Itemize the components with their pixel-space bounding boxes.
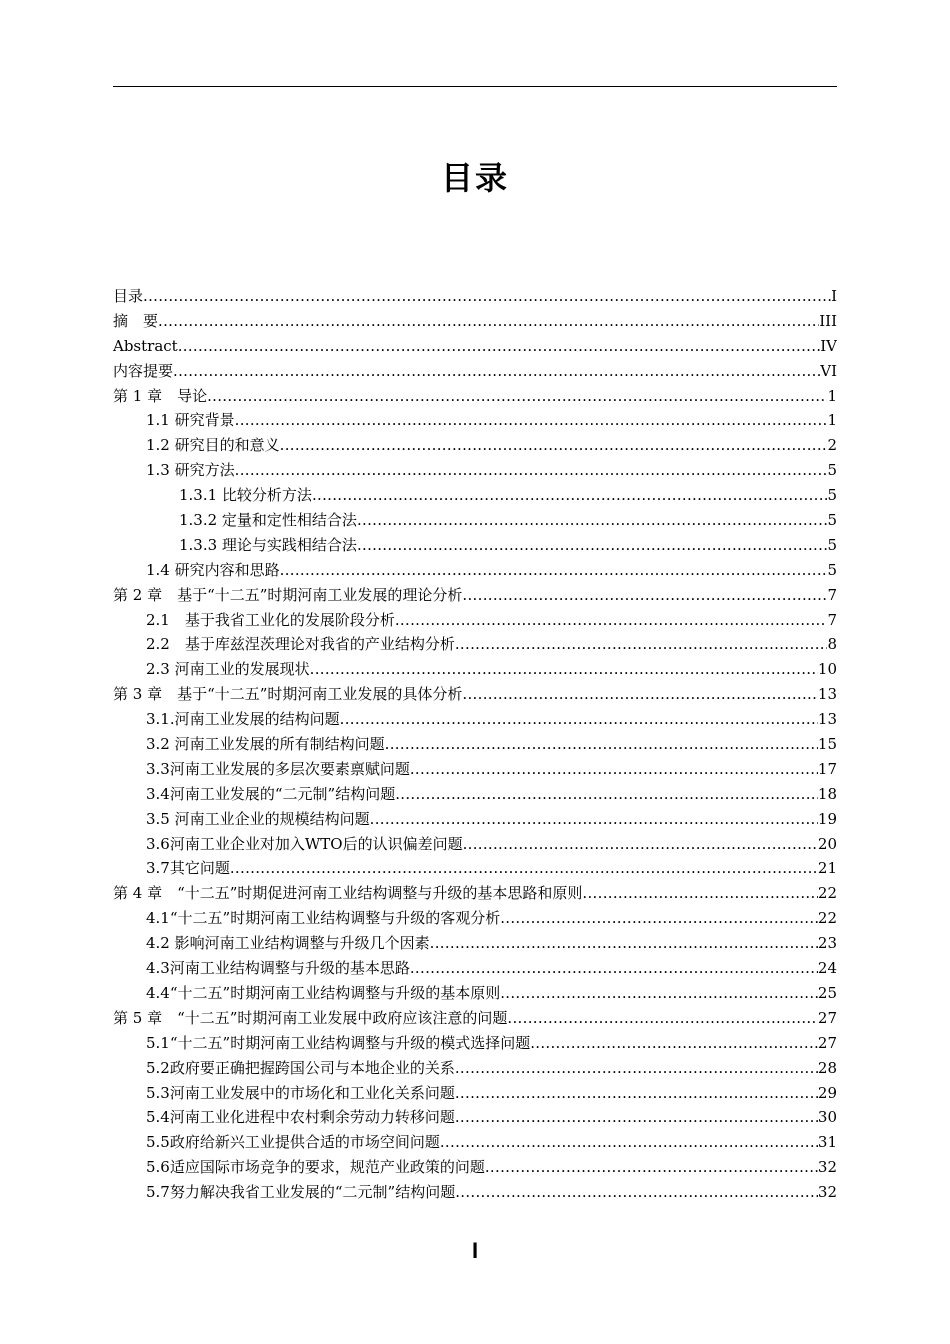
toc-dot-leader [173, 359, 820, 384]
toc-dot-leader [455, 1180, 818, 1205]
toc-dot-leader [280, 558, 828, 583]
toc-entry-label: 4.4“十二五”时期河南工业结构调整与升级的基本原则 [146, 983, 501, 1002]
toc-entry-label: 1.4 研究内容和思路 [146, 560, 280, 579]
toc-dot-leader [485, 1155, 818, 1180]
toc-entry[interactable] [113, 433, 837, 458]
toc-entry[interactable] [113, 757, 837, 782]
toc-entry-label: 1.3.2 定量和定性相结合法 [179, 511, 357, 530]
toc-entry-label: 2.3 河南工业的发展现状 [146, 660, 310, 679]
toc-entry-page: 1 [827, 411, 837, 430]
toc-entry[interactable] [113, 1180, 837, 1205]
toc-entry[interactable] [113, 931, 837, 956]
toc-entry-page: 13 [817, 710, 837, 729]
toc-dot-leader [455, 1105, 818, 1130]
toc-entry[interactable] [113, 1155, 837, 1180]
toc-dot-leader [178, 334, 821, 359]
toc-entry-label: 2.1 基于我省工业化的发展阶段分析 [146, 610, 395, 629]
toc-entry[interactable] [113, 458, 837, 483]
toc-dot-leader [395, 782, 818, 807]
toc-entry[interactable] [113, 807, 837, 832]
toc-entry[interactable] [113, 1081, 837, 1106]
toc-entry-page: 20 [817, 834, 837, 853]
toc-entry[interactable] [113, 583, 837, 608]
header-rule [113, 86, 837, 87]
toc-entry[interactable] [113, 533, 837, 558]
toc-dot-leader [310, 657, 818, 682]
toc-dot-leader [143, 284, 831, 309]
toc-entry-label: 5.4河南工业化进程中农村剩余劳动力转移问题 [146, 1108, 455, 1127]
toc-entry-label: 4.1“十二五”时期河南工业结构调整与升级的客观分析 [146, 909, 501, 928]
toc-dot-leader [440, 1130, 818, 1155]
toc-entry-page: 29 [817, 1083, 837, 1102]
toc-entry-page: 13 [817, 685, 837, 704]
toc-entry[interactable] [113, 558, 837, 583]
toc-entry-label: 内容提要 [113, 361, 174, 380]
toc-dot-leader [462, 682, 817, 707]
table-of-contents [113, 284, 837, 1205]
toc-entry-label: 摘 要 [113, 311, 159, 330]
toc-entry[interactable] [113, 657, 837, 682]
toc-entry[interactable] [113, 632, 837, 657]
toc-dot-leader [235, 408, 828, 433]
toc-dot-leader [357, 533, 828, 558]
toc-entry[interactable] [113, 732, 837, 757]
toc-entry[interactable] [113, 1130, 837, 1155]
toc-entry-page: 27 [817, 1008, 837, 1027]
toc-entry[interactable] [113, 981, 837, 1006]
toc-entry-page: 5 [827, 486, 837, 505]
toc-entry-page: IV [820, 336, 837, 355]
toc-entry[interactable] [113, 1056, 837, 1081]
toc-entry[interactable] [113, 359, 837, 384]
toc-entry-page: 31 [817, 1133, 837, 1152]
toc-entry[interactable] [113, 408, 837, 433]
toc-entry-page: 2 [827, 436, 837, 455]
toc-entry[interactable] [113, 508, 837, 533]
toc-entry-page: 7 [827, 610, 837, 629]
toc-entry-label: 5.7努力解决我省工业发展的“二元制”结构问题 [146, 1183, 456, 1202]
page-title: 目录 [440, 159, 509, 197]
toc-entry-page: 30 [817, 1108, 837, 1127]
toc-entry-label: 第 3 章 基于“十二五”时期河南工业发展的具体分析 [113, 685, 463, 704]
toc-entry-page: 1 [827, 386, 837, 405]
toc-entry-page: 23 [817, 934, 837, 953]
toc-entry[interactable] [113, 707, 837, 732]
toc-entry-label: 1.2 研究目的和意义 [146, 436, 280, 455]
toc-dot-leader [340, 707, 818, 732]
toc-entry[interactable] [113, 856, 837, 881]
toc-entry[interactable] [113, 1031, 837, 1056]
toc-entry-label: 第 1 章 导论 [113, 386, 208, 405]
toc-entry[interactable] [113, 956, 837, 981]
toc-entry-page: VI [820, 361, 837, 380]
toc-entry-page: 5 [827, 535, 837, 554]
toc-entry-label: 5.5政府给新兴工业提供合适的市场空间问题 [146, 1133, 440, 1152]
toc-entry-page: 24 [817, 959, 837, 978]
toc-entry-page: 5 [827, 560, 837, 579]
toc-dot-leader [395, 608, 828, 633]
toc-dot-leader [500, 981, 818, 1006]
toc-dot-leader [500, 906, 818, 931]
toc-entry-label: 5.2政府要正确把握跨国公司与本地企业的关系 [146, 1058, 455, 1077]
toc-entry-label: 4.2 影响河南工业结构调整与升级几个因素 [146, 934, 430, 953]
toc-entry-label: 1.3 研究方法 [146, 461, 235, 480]
toc-entry-label: 第 5 章 “十二五”时期河南工业发展中政府应该注意的问题 [113, 1008, 508, 1027]
toc-entry-label: 3.7其它问题 [146, 859, 230, 878]
toc-entry-label: 第 4 章 “十二五”时期促进河南工业结构调整与升级的基本思路和原则 [113, 884, 583, 903]
toc-entry-page: 7 [827, 585, 837, 604]
toc-dot-leader [463, 832, 818, 857]
toc-entry-page: 15 [817, 735, 837, 754]
toc-entry-page: I [831, 287, 837, 305]
toc-entry[interactable] [113, 682, 837, 707]
toc-entry-page: 19 [817, 809, 837, 828]
toc-entry-page: 32 [817, 1183, 837, 1202]
toc-entry-page: 25 [817, 983, 837, 1002]
toc-dot-leader [357, 508, 828, 533]
toc-dot-leader [312, 483, 828, 508]
toc-entry[interactable] [113, 906, 837, 931]
toc-entry-label: 3.1.河南工业发展的结构问题 [146, 710, 340, 729]
toc-dot-leader [230, 856, 818, 881]
toc-entry-label: 3.3河南工业发展的多层次要素禀赋问题 [146, 759, 410, 778]
toc-entry-page: 10 [817, 660, 837, 679]
toc-entry[interactable] [113, 608, 837, 633]
toc-entry-page: 28 [817, 1058, 837, 1077]
toc-dot-leader [582, 881, 817, 906]
page-number: I [471, 1238, 479, 1263]
toc-entry[interactable] [113, 881, 837, 906]
toc-dot-leader [158, 309, 819, 334]
toc-entry[interactable] [113, 334, 837, 359]
toc-dot-leader [462, 583, 827, 608]
toc-entry[interactable] [113, 384, 837, 409]
toc-entry-label: 4.3河南工业结构调整与升级的基本思路 [146, 959, 410, 978]
toc-entry-page: 5 [827, 511, 837, 530]
toc-dot-leader [280, 433, 828, 458]
toc-entry[interactable] [113, 483, 837, 508]
toc-entry-label: 5.1“十二五”时期河南工业结构调整与升级的模式选择问题 [146, 1033, 531, 1052]
toc-entry-page: 22 [817, 909, 837, 928]
toc-dot-leader [410, 956, 818, 981]
toc-entry-label: 第 2 章 基于“十二五”时期河南工业发展的理论分析 [113, 585, 463, 604]
toc-entry[interactable] [113, 1105, 837, 1130]
toc-dot-leader [207, 384, 827, 409]
toc-entry-page: 21 [817, 859, 837, 878]
toc-dot-leader [455, 632, 828, 657]
toc-entry-page: 18 [817, 784, 837, 803]
toc-entry-label: 1.3.1 比较分析方法 [179, 486, 312, 505]
toc-entry[interactable] [113, 1006, 837, 1031]
toc-entry-page: 5 [827, 461, 837, 480]
toc-dot-leader [370, 807, 818, 832]
toc-entry[interactable] [113, 309, 837, 334]
toc-entry[interactable] [113, 782, 837, 807]
toc-entry-label: 3.2 河南工业发展的所有制结构问题 [146, 735, 385, 754]
toc-dot-leader [530, 1031, 818, 1056]
toc-entry[interactable] [113, 284, 837, 309]
toc-entry-label: 5.6适应国际市场竞争的要求，规范产业政策的问题 [146, 1158, 485, 1177]
toc-entry-label: 目录 [113, 287, 144, 305]
toc-entry[interactable] [113, 832, 837, 857]
toc-entry-page: 8 [827, 635, 837, 654]
toc-dot-leader [455, 1081, 818, 1106]
toc-dot-leader [385, 732, 818, 757]
toc-entry-page: 17 [817, 759, 837, 778]
toc-entry-label: Abstract [113, 336, 178, 355]
toc-entry-label: 3.4河南工业发展的“二元制”结构问题 [146, 784, 396, 803]
toc-dot-leader [410, 757, 818, 782]
toc-entry-label: 5.3河南工业发展中的市场化和工业化关系问题 [146, 1083, 455, 1102]
toc-entry-label: 3.5 河南工业企业的规模结构问题 [146, 809, 370, 828]
toc-dot-leader [430, 931, 818, 956]
toc-entry-page: 22 [817, 884, 837, 903]
toc-entry-page: 27 [817, 1033, 837, 1052]
toc-entry-label: 1.1 研究背景 [146, 411, 235, 430]
toc-entry-label: 3.6河南工业企业对加入WTO后的认识偏差问题 [146, 834, 463, 853]
toc-entry-page: III [819, 311, 837, 330]
toc-dot-leader [455, 1056, 818, 1081]
toc-entry-page: 32 [817, 1158, 837, 1177]
toc-dot-leader [235, 458, 828, 483]
toc-entry-label: 2.2 基于库兹涅茨理论对我省的产业结构分析 [146, 635, 455, 654]
toc-entry-label: 1.3.3 理论与实践相结合法 [179, 535, 357, 554]
toc-dot-leader [507, 1006, 817, 1031]
